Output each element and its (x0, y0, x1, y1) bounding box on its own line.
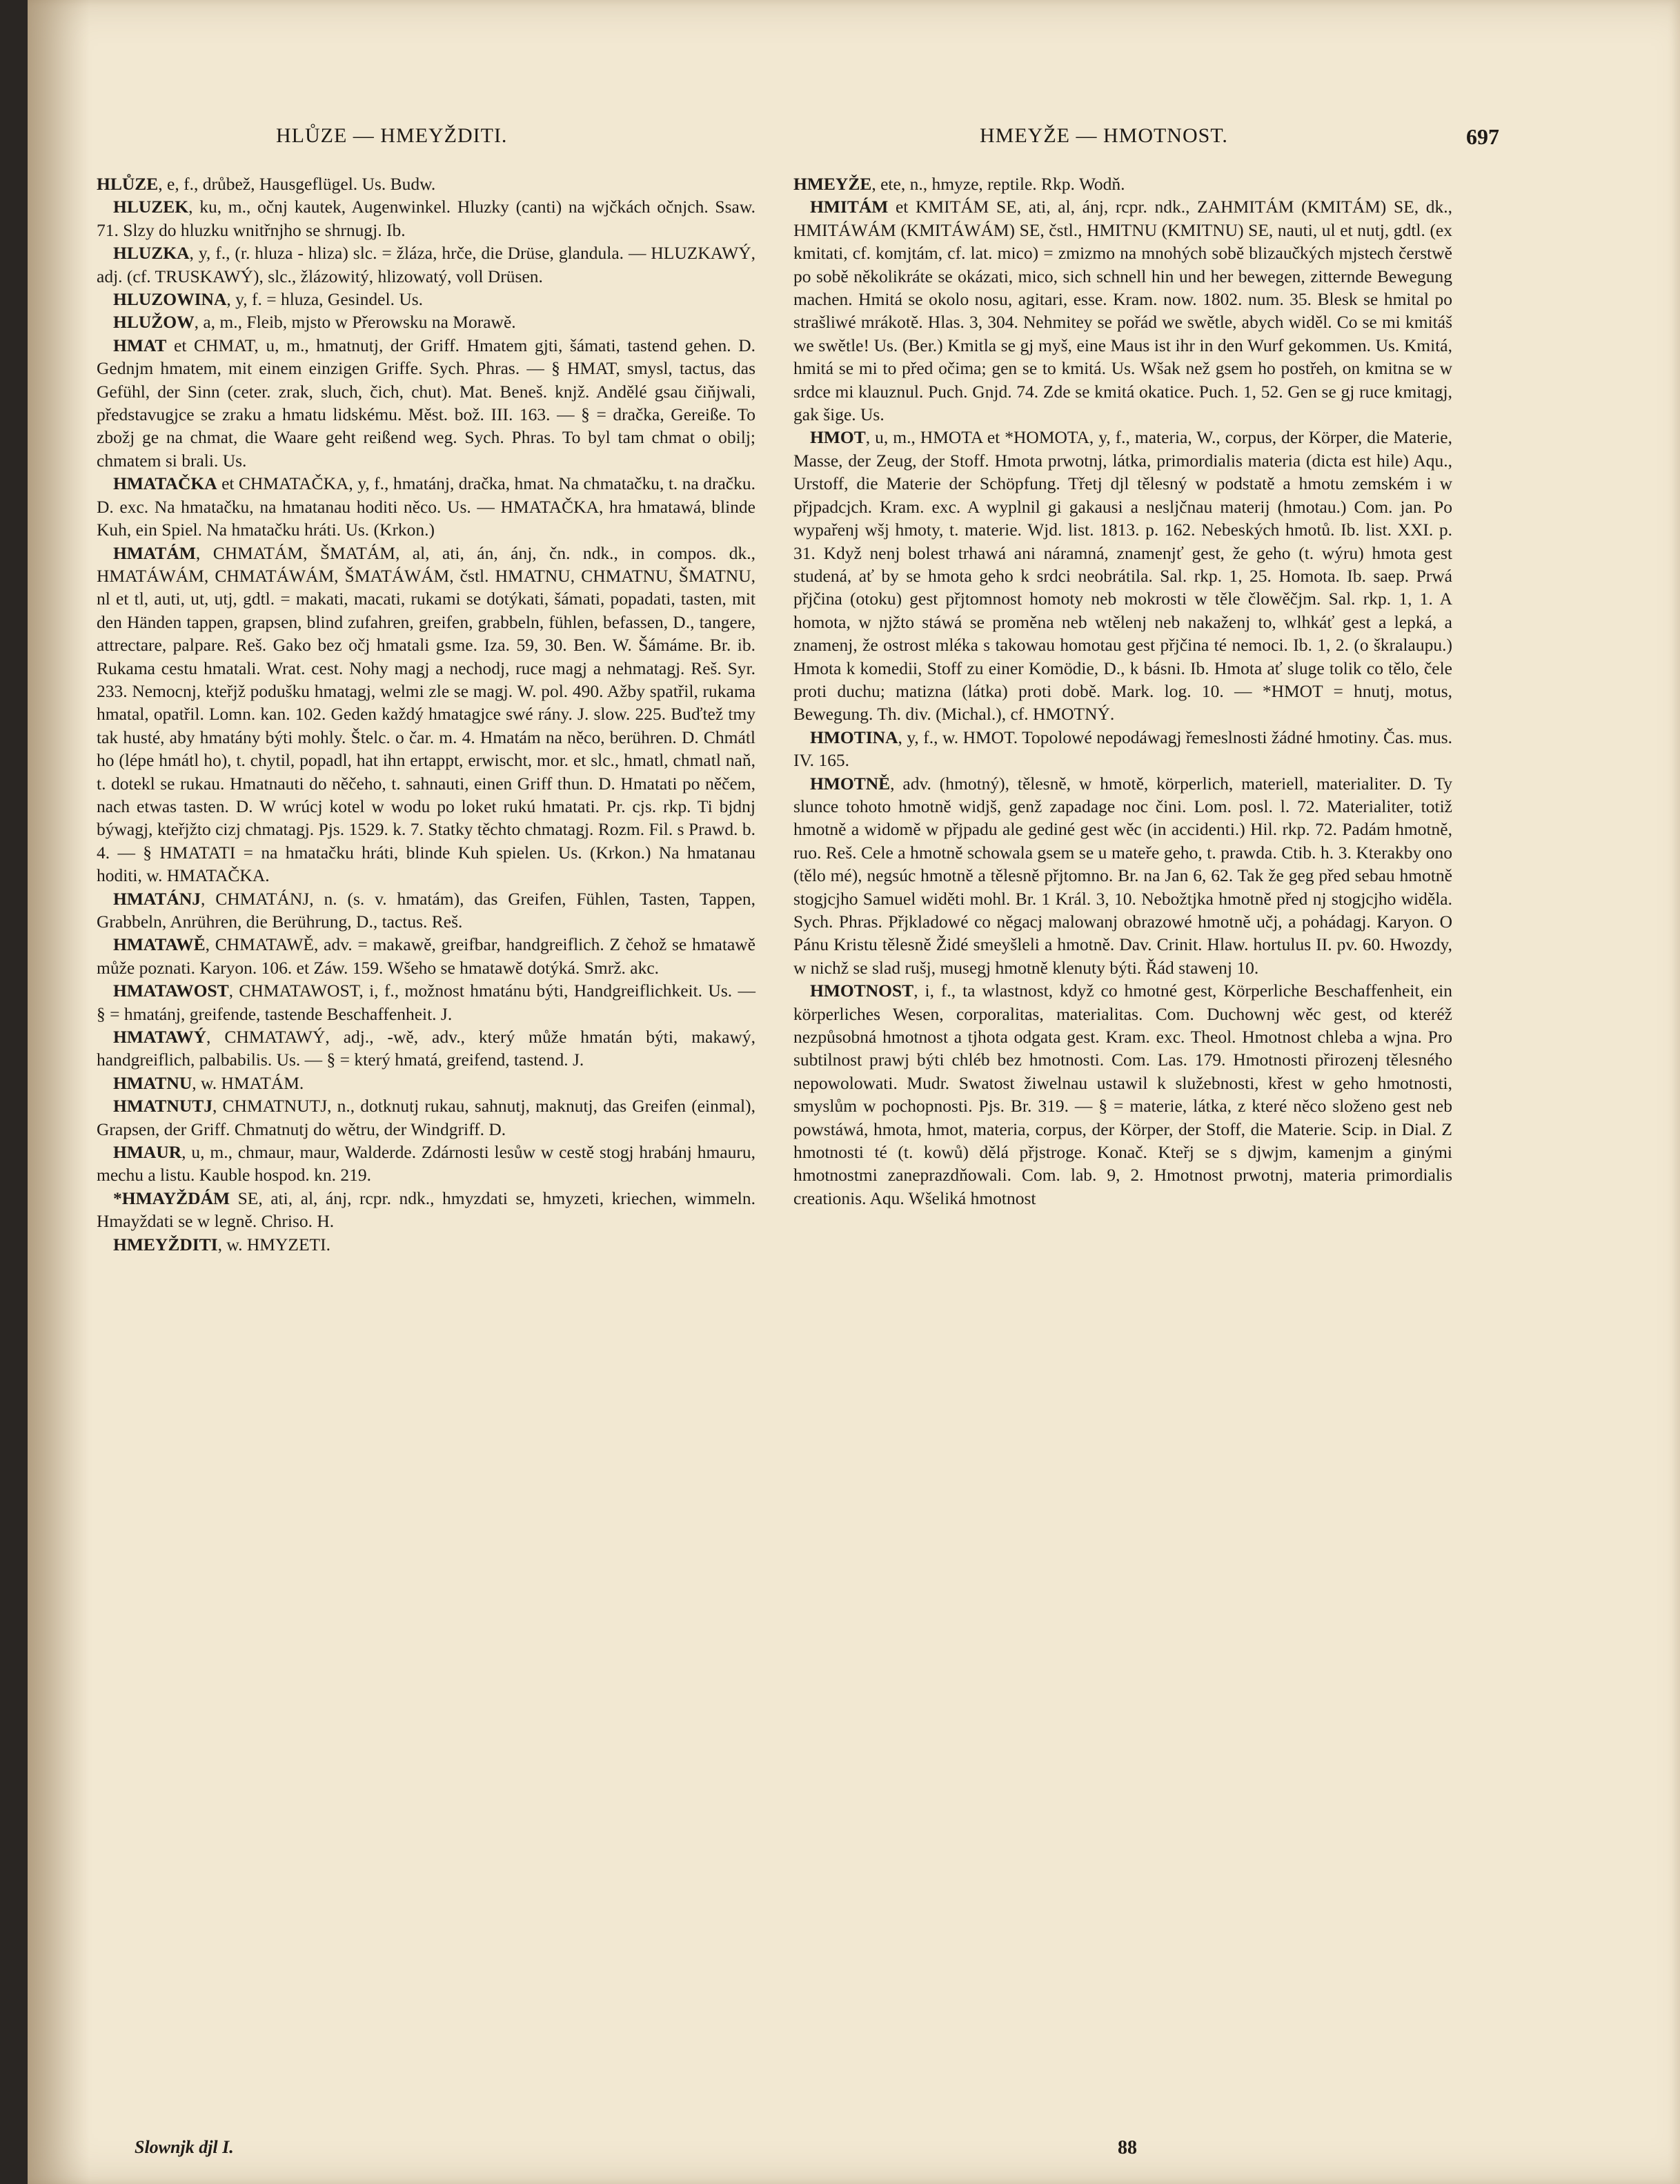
dictionary-entry: HMITÁM et KMITÁM SE, ati, al, ánj, rcpr. ndk., ZAHMITÁM (KMITÁM) SE, dk., HMITÁWÁM (KMITÁWÁM) SE, čstl., HMITNU (KMITNU) SE, nauti, ul et nutj, gdtl. (ex kmitati, cf. komjtám, cf. lat. mico) = zmizmo na mnohých sobě blizaučkých mjstech čerstwě po sobě několikráte se okázati, mico, sich schnell hin und her bewegen, zitternde Bewegung machen. Hmitá se okolo nosu, agitari, esse. Kram. now. 1802. num. 35. Blesk se hmital po strašliwé mrákotě. Hlas. 3, 304. Nehmitey se pořád we swětle, abych widěl. Co se mi kmitáš we swětle! Us. (Ber.) Kmitla se gj myš, eine Maus ist ihr in den Wurf gekommen. Us. Kmitá, hmitá se mi to před očima; gen se to kmitá. Us. Wšak než gsem ho postřeh, on kmitna se w srdce mi klauznul. Puch. Gnjd. 74. Zde se kmitá okatice. Puch. 1, 52. Gen se gj ruce kmitagj, gak šige. Us. (793, 197, 1452, 425)
headword: HMATAČKA (113, 473, 217, 494)
dictionary-entry: HMATÁNJ, CHMATÁNJ, n. (s. v. hmatám), das Greifen, Fühlen, Tasten, Tappen, Grabbeln, Anrühren, die Berührung, D., tactus. Reš. (97, 888, 755, 932)
dictionary-entry: HMATÁM, CHMATÁM, ŠMATÁM, al, ati, án, ánj, čn. ndk., in compos. dk., HMATÁWÁM, CHMATÁWÁM, ŠMATÁWÁM, čstl. HMATNU, CHMATNU, ŠMATNU, nl et tl, auti, ut, utj, gdtl. = makati, macati, rukami se dotýkati, šámati, popadati, tasten, mit den Händen tappen, grapsen, blind zufahren, greifen, grabbeln, fühlen, befassen, D., tangere, attrectare, palpare. Reš. Gako bez očj hmatali gsme. Iza. 59, 30. Ben. W. Šámáme. Br. ib. Rukama cestu hmatali. Wrat. cest. Nohy magj a nechodj, ruce magj a nehmatagj. Reš. Syr. 233. Nemocnj, kteřjž podušku hmatagj, welmi zle se magj. W. pol. 490. Ažby spatřil, rukama hmatal, opatřil. Lomn. kan. 102. Geden každý hmatagjce swé rány. J. slow. 225. Buďtež tmy tak husté, aby hmatány býti mohly. Štelc. o čar. m. 4. Hmatám na něco, berühren. D. Chmátl ho (lépe hmátl ho), t. chytil, popadl, hat ihn ertappt, erwischt, mor. et slc., hmatl, chmatl naň, t. dotekl se rukau. Hmatnauti do něčeho, t. sahnauti, einen Griff thun. D. Hmatati po něčem, nach etwas tasten. D. W wrúcj kotel w wodu po loket rukú hmatati. Pr. cjs. rkp. Ti bjdnj býwagj, kteřjžto cizj chmatagj. Pjs. 1529. k. 7. Statky těchto chmatagj. Rozm. Fil. s Prawd. b. 4. — § HMATATI = na hmatačku hráti, blinde Kuh spielen. Us. (Krkon.) Na hmatanau hoditi, w. HMATAČKA. (97, 542, 755, 886)
dictionary-entry: HMATAWĚ, CHMATAWĚ, adv. = makawě, greifbar, handgreiflich. Z čehož se hmatawě může poznati. Karyon. 106. et Záw. 159. Wšeho se hmatawě dotýká. Smrž. akc. (97, 934, 755, 978)
dictionary-entry: HMEYŽE, ete, n., hmyze, reptile. Rkp. Wodň. (793, 174, 1125, 194)
headword: HLUZKA (113, 243, 190, 264)
headword: *HMAYŽDÁM (113, 1188, 230, 1208)
sheet-number: 88 (1118, 2137, 1137, 2158)
dictionary-entry: HMATAWOST, CHMATAWOST, i, f., možnost hmatánu býti, Handgreiflichkeit. Us. — § = hmatánj, greifende, tastende Beschaffenheit. J. (97, 981, 755, 1024)
headword: HMATAWĚ (113, 934, 206, 955)
dictionary-entry: *HMAYŽDÁM SE, ati, al, ánj, rcpr. ndk., hmyzdati se, hmyzeti, kriechen, wimmeln. Hmayždati se w legně. Chriso. H. (97, 1188, 755, 1232)
dictionary-entry: HMOT, u, m., HMOTA et *HOMOTA, y, f., materia, W., corpus, der Körper, die Materie, Masse, der Zeug, der Stoff. Hmota prwotnj, látka, primordialis materia (dicta est hile) Aqu., Urstoff, die Materie der Schöpfung. Třetj djl tělesný w podstatě a hmotu zemském i w přjpadcjch. Kram. exc. A wyplnil gi gakausi a nesljčnau materij (hmotau.) Com. jan. Po wypařenj wšj hmoty, t. materie. Wjd. list. 1813. p. 162. Nebeských hmotů. Ib. list. XXI. p. 31. Když nenj bolest trhawá ani náramná, znamenjť gest, že geho (t. wýru) hmota gest studená, ať by se hmota geho k srdci neobrátila. Sal. rkp. 1, 25. Homota. Ib. saep. Prwá přjčina (otoku) gest přjtomnost homoty neb mokrosti w těle člowěčjm. Sal. rkp. 1, 1. A homota, w njžto stáwá se proměna neb wtělenj neb nakaženj to, wlhkáť gest a lepká, a znamenj, že ostrost mléka s takowau homotau gest přjčina té nemoci. Ib. 1, 2. (o škralaupu.) Hmota k komedii, Stoff zu einer Komödie, D., k básni. Ib. Hmota ať sluge tolik co tělo, čele proti duchu; matizna (látka) proti době. Mark. log. 10. — *HMOT = hnutj, motus, Bewegung. Th. div. (Michal.), cf. HMOTNÝ. (793, 427, 1452, 725)
headword: HMEYŽE (793, 174, 872, 194)
running-header-right: HMEYŽE — HMOTNOST. (980, 124, 1228, 147)
headword: HMATAWÝ (113, 1027, 207, 1047)
headword: HMATAWOST (113, 981, 229, 1001)
headword: HLŮZE (97, 174, 159, 194)
headword: HLUZOWINA (113, 289, 227, 310)
running-header-left: HLŮZE — HMEYŽDITI. (276, 124, 508, 147)
page-number: 697 (1466, 124, 1499, 149)
headword: HMEYŽDITI (113, 1234, 218, 1255)
headword: HMAT (113, 335, 167, 355)
dictionary-entry: HLUZOWINA, y, f. = hluza, Gesindel. Us. (113, 289, 424, 310)
headword: HMATNU (113, 1072, 192, 1093)
headword: HMATÁM (113, 542, 196, 563)
headword: HMOTNOST (810, 981, 914, 1001)
headword: HMAUR (113, 1142, 182, 1163)
dictionary-entry: HMEYŽDITI, w. HMYZETI. (113, 1234, 330, 1255)
headword: HMOT (810, 427, 866, 448)
dictionary-entry: HMAUR, u, m., chmaur, maur, Walderde. Zdárnosti lesůw w cestě stogj hrabánj hmauru, mechu a listu. Kauble hospod. kn. 219. (97, 1142, 755, 1186)
dictionary-page (28, 0, 1680, 2184)
dictionary-entry: HMATAWÝ, CHMATAWÝ, adj., -wě, adv., který může hmatán býti, makawý, handgreiflich, palbabilis. Us. — § = který hmatá, greifend, tastend. J. (97, 1027, 755, 1070)
dictionary-entry: HLŮZE, e, f., drůbež, Hausgeflügel. Us. Budw. (97, 174, 436, 194)
dictionary-entry: HLUZEK, ku, m., očnj kautek, Augenwinkel. Hluzky (canti) na wjčkách očnjch. Ssaw. 71. Slzy do hluzku wnitřnjho se shrnugj. Ib. (97, 197, 755, 240)
dictionary-entry: HMOTNĚ, adv. (hmotný), tělesně, w hmotě, körperlich, materiell, materialiter. D. Ty slunce tohoto hmotně widjš, genž zapadage noc čini. Lom. posl. l. 72. Materialiter, totiž hmotně a widomě w přjpadu ale gediné gest wěc (in accidenti.) Hil. rkp. 72. Padám hmotně, ruo. Reš. Cele a hmotně schowala gsem se u mateře geho, t. prawda. Ctib. h. 3. Kterakby ono (tělo mé), negsúc hmotně a tělesně přjtomno. Br. na Jan 6, 62. Tak že geg před sebau hmotně stogjcjho Samuel widěti mohl. Br. 1 Král. 3, 10. Nebožtjka hmotně před nj stogjcjho widěla. Sych. Phras. Přjkladowé co něgacj malowanj obrazowé hmotně učj, a pohádagj. Karyon. O Pánu Kristu tělesně Židé smeyšleli a hmotně. Dav. Crinit. Hlaw. hortulus II. pv. 60. Hwozdy, w nichž se slad rušj, musegj hmotně klenuty býti. Řád stawenj 10. (793, 773, 1452, 978)
right-column (793, 173, 1452, 1210)
dictionary-entry: HLUZKA, y, f., (r. hluza - hliza) slc. = žláza, hrče, die Drüse, glandula. — HLUZKAWÝ, adj. (cf. TRUSKAWÝ), slc., žlázowitý, hlizowatý, voll Drüsen. (97, 243, 755, 286)
headword: HMOTINA (810, 727, 898, 747)
left-column (97, 173, 755, 1256)
dictionary-entry: HMAT et CHMAT, u, m., hmatnutj, der Griff. Hmatem gjti, šámati, tastend gehen. D. Gednjm hmatem, mit einem einzigen Griffe. Sych. Phras. — § HMAT, smysl, tactus, das Gefühl, der Sinn (ceter. zrak, sluch, čich, chut). Mat. Beneš. knjž. Andělé gsau čiňjwali, představugjce se zraku a hmatu lidskému. Měst. bož. III. 163. — § = dračka, Gereiße. To zbožj ge na chmat, die Waare geht reißend weg. Sych. Phras. To byl tam chmat o obilj; chmatem si brali. Us. (97, 335, 755, 471)
page-gutter-shadow (28, 0, 90, 2184)
headword: HLUZEK (113, 197, 189, 217)
headword: HMITÁM (810, 197, 889, 217)
headword: HMATNUTJ (113, 1096, 213, 1116)
headword: HLUŽOW (113, 312, 195, 333)
headword: HMATÁNJ (113, 888, 201, 909)
dictionary-entry: HMOTINA, y, f., w. HMOT. Topolowé nepodáwagj řemeslnosti žádné hmotiny. Čas. mus. IV. 165. (793, 727, 1452, 771)
signature-mark: Slownjk djl I. (135, 2137, 234, 2157)
dictionary-entry: HMATNU, w. HMATÁM. (113, 1072, 304, 1093)
dictionary-entry: HMATAČKA et CHMATAČKA, y, f., hmatánj, dračka, hmat. Na chmatačku, t. na dračku. D. exc. Na hmatačku, na hmatanau hoditi něco. Us. — HMATAČKA, hra hmatawá, blinde Kuh, ein Spiel. Na hmatačku hráti. Us. (Krkon.) (97, 473, 755, 540)
dictionary-entry: HLUŽOW, a, m., Fleib, mjsto w Přerowsku na Morawě. (113, 312, 516, 333)
headword: HMOTNĚ (810, 773, 891, 794)
dictionary-entry: HMATNUTJ, CHMATNUTJ, n., dotknutj rukau, sahnutj, maknutj, das Greifen (einmal), Grapsen, der Griff. Chmatnutj do wětru, der Windgriff. D. (97, 1096, 755, 1139)
dictionary-entry: HMOTNOST, i, f., ta wlastnost, když co hmotné gest, Körperliche Beschaffenheit, ein körperliches Wesen, corporalitas, materialitas. Com. Duchownj wěc gest, od kteréž nezpůsobná hmotnost a tjhota odgata gest. Kram. exc. Theol. Hmotnost chleba a wjna. Pro subtilnost prawj býti chléb bez hmotnosti. Com. Las. 179. Hmotnosti přirozenj tělesného nepowolowati. Mudr. Swatost žiwelnau ustawil k služebnosti, křest w geho hmotnosti, smyslům w pochopnosti. Pjs. Br. 319. — § = materie, látka, z které něco složeno gest neb powstáwá, hmota, hmot, materia, corpus, der Körper, der Stoff, die Materie. Scip. in Dial. Z hmotnosti té (t. kowů) dělá přjstroge. Konač. Kteřj se s djwjm, kamenjm a ginými hmotnostmi zaneprazdňowali. Com. lab. 9, 2. Hmotnost prwotnj, materia primordialis creationis. Aqu. Wšeliká hmotnost (793, 981, 1452, 1208)
